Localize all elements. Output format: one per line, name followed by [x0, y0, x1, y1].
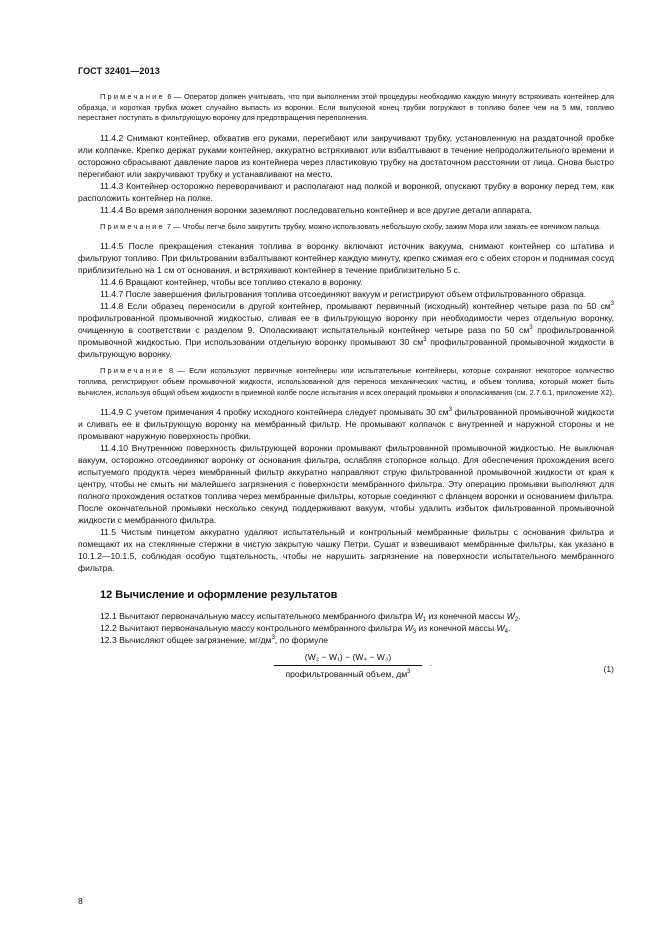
note-6 [78, 92, 614, 124]
subscript: 1 [422, 617, 427, 624]
variable: W [414, 611, 423, 622]
superscript: 3 [423, 337, 427, 344]
formula-numerator: (W₂ − W₁) − (W₄ − W₃) [274, 652, 422, 666]
formula-denominator [268, 666, 428, 679]
note-label: Примечание [100, 92, 165, 101]
superscript: 3 [529, 325, 533, 332]
paragraph-12-2 [78, 622, 614, 634]
variable: W [404, 623, 413, 634]
variable: W [506, 611, 515, 622]
paragraph-11-4-4: 11.4.4 Во время заполнения воронки заземляют последовательно контейнер и все другие детали аппарата. [100, 204, 532, 215]
subscript: 3 [412, 629, 417, 636]
note-text: 6 — Оператор должен учитывать, что при выполнении этой процедуры необходимо каждую минуту встряхивать контейнер для образца, и короткая трубка может случайно выпасть из воронки. Если выпускной конец трубки погружают в топливо более чем на 5 мм, топливо перестанет поступать в фильтрующую воронку для предотвращения переполнения. [78, 92, 614, 123]
note-label: Примечание [100, 366, 165, 376]
superscript: 3 [610, 301, 614, 308]
page-content [78, 92, 614, 698]
paragraph-12-1 [78, 610, 614, 622]
superscript: 3 [271, 635, 275, 642]
note-7 [78, 222, 614, 233]
text-run: профильтрованной промывочной жидкостью, сливая ее в фильтрующую воронку при необходимости через отдельную воронку, очищенную в соответствии с разделом 9. Ополаскивают испытательный контейнер четыре раза по 50 см [78, 313, 614, 336]
text-run: 11.4.9 С учетом примечания 4 пробку исходного контейнера следует промывать 30 см [100, 407, 449, 418]
text-run: фильтрованной промывочной жидкости и сливать ее в фильтрующую воронку на мембранный фильтр. Не промывают колпачок с внутренней и наружной стороны и не промывают наружную поверхность пробки. [78, 407, 614, 442]
text-run: 11.4.8 Если образец переносили в другой контейнер, промывают первичный (исходный) контейнер четыре раза по 50 см [100, 301, 611, 312]
text-run: 12.2 Вычитают первоначальную массу контрольного мембранного фильтра [100, 623, 405, 634]
paragraph-11-4-6: 11.4.6 Вращают контейнер, чтобы все топливо стекало в воронку. [100, 277, 363, 288]
subscript: 2 [514, 617, 519, 624]
note-label: Примечание [100, 221, 165, 231]
paragraph-12-3 [78, 634, 614, 646]
text-run: . [508, 623, 511, 634]
text-run: профильтрованной промывочной жидкости в фильтрующую воронку. [78, 337, 614, 360]
paragraph-11-4-8 [78, 300, 614, 360]
note-8 [78, 366, 614, 398]
note-text: 7 — Чтобы легче было закрутить трубку, можно использовать небольшую скобу, зажим Мора или зажать ее кончиком пальца. [164, 221, 601, 231]
section-heading-12: 12 Вычисление и оформление результатов [100, 589, 338, 602]
note-text: 8 — Если используют первичные контейнеры или испытательные контейнеры, которые сохраняют некоторое количество топлива, регистрируют объем промывочной жидкости, использованной для переноса механических частиц, и объем топлива, который может быть вычислен, используя общий объем жидкости в приемной колбе после испытания и всех операций промывки и ополаскивания (см. 2.7.6.1, приложение X2). [78, 366, 614, 397]
equation-number: (1) [603, 664, 614, 675]
document-header: ГОСТ 32401—2013 [78, 66, 160, 76]
formula-dot: . [429, 658, 432, 669]
formula-1 [78, 650, 614, 698]
paragraph-11-5: 11.5 Чистым пинцетом аккуратно удаляют испытательный и контрольный мембранные фильтры с основания фильтра и помещают их на стеклянные стержни в чистую закрытую чашку Петри. Сушат и взвешивают мембранные фильтры, как указано в 10.1.2—10.1.5, соблюдая особую тщательность, чтобы не нарушить загрязнение на поверхности испытательного мембранного фильтра. [78, 527, 614, 574]
text-run: 12.3 Вычисляют общее загрязнение, мг/дм [100, 635, 272, 646]
text-run: профильтрованный объем, дм [285, 669, 408, 680]
text-run: из конечной массы [426, 611, 507, 622]
page-number: 8 [78, 896, 83, 906]
text-run: из конечной массы [416, 623, 497, 634]
paragraph-11-4-10: 11.4.10 Внутреннюю поверхность фильтрующей воронки промывают фильтрованной промывочной жидкостью. Не выключая вакуум, осторожно отсоединяют воронку от основания фильтра, ослабляя стопорное кольцо. Для обеспечения прохождения всего испытуемого продукта через мембранный фильтр аккуратно направляют струю фильтрованной промывочной жидкости от края к центру, чтобы не смыть ни малейшего загрязнения с поверхности мембранного фильтра. Эту операцию промывки выполняют для полного прохождения остатков топлива через мембранные фильтры, которые соединяют с фланцем воронки и основанием фильтра. После окончательной промывки несколько секунд поддерживают вакуум, чтобы удалить избыток фильтрованной промывочной жидкости с мембранного фильтра. [78, 443, 614, 526]
paragraph-11-4-3: 11.4.3 Контейнер осторожно переворачивают и располагают над полкой и воронкой, опускают трубку в воронку перед тем, как расположить контейнер на полке. [78, 180, 614, 203]
superscript: 3 [448, 407, 452, 414]
text-run: , по формуле [274, 635, 329, 646]
paragraph-11-4-9 [78, 406, 614, 442]
superscript: 3 [407, 669, 411, 676]
formula-fraction [268, 652, 432, 680]
text-run: профильтрованной промывочной жидкостью. При использовании отдельную воронку промывают 30 см [78, 325, 614, 348]
paragraph-11-4-7: 11.4.7 После завершения фильтрования топлива отсоединяют вакуум и регистрируют объем отфильтрованного образца. [100, 289, 587, 300]
variable: W [496, 623, 505, 634]
text-run: . [518, 611, 521, 622]
paragraph-11-4-2: 11.4.2 Снимают контейнер, обхватив его руками, перегибают или закручивают трубку, установленную на раздаточной пробке или колпачке. Крепко держат руками контейнер, аккуратно встряхивают или взбалтывают в течение непродолжительного времени и осторожно сбрасывают давление паров из контейнера через пластиковую трубку на достаточном расстоянии от лица. Снова быстро перегибают или закручивают трубку и устанавливают на место. [78, 132, 614, 179]
text-run: 12.1 Вычитают первоначальную массу испытательного мембранного фильтра [100, 611, 415, 622]
subscript: 4 [504, 629, 509, 636]
paragraph-11-4-5: 11.4.5 После прекращения стекания топлива в воронку включают источник вакуума, снимают контейнер со штатива и фильтруют топливо. При фильтровании взбалтывают контейнер каждую минуту, крепко сжимая его с обеих сторон и поднимая сосуд приблизительно на 1 см от основания, и встряхивают контейнер в течение приблизительно 5 с. [78, 241, 614, 276]
